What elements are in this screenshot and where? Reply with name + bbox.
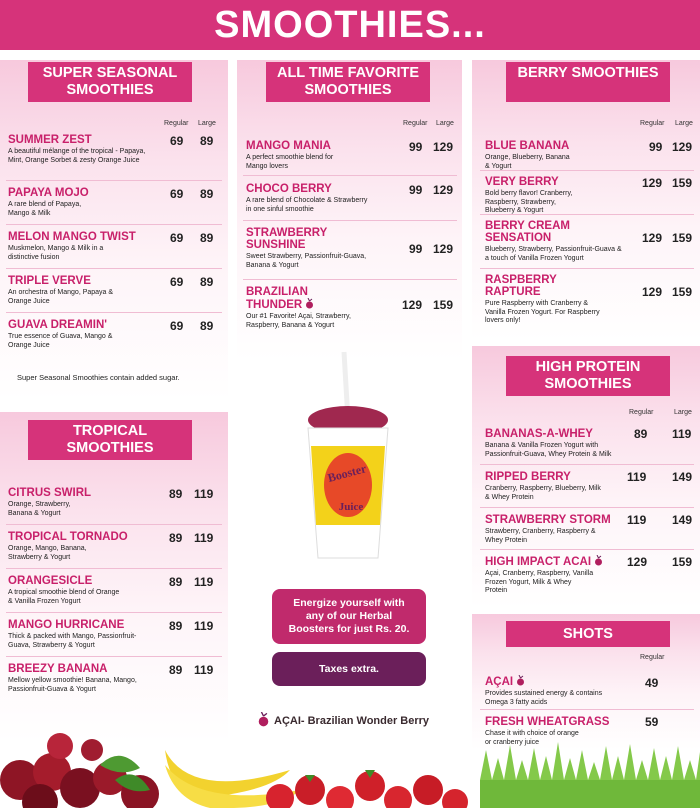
divider xyxy=(6,568,222,569)
price-large: 159 xyxy=(672,231,693,245)
item-name: PAPAYA MOJO xyxy=(8,187,89,199)
item-description: A perfect smoothie blend for Mango lovers xyxy=(246,154,334,170)
price-regular: 89 xyxy=(169,487,183,501)
item-name: RIPPED BERRY xyxy=(485,471,571,483)
item-description: Mellow yellow smoothie! Banana, Mango, Passionfruit-Guava & Yogurt xyxy=(8,677,137,693)
regular-label: Regular xyxy=(164,120,189,127)
price-regular: 49 xyxy=(645,676,659,690)
taxes-note: Taxes extra. xyxy=(272,652,426,686)
item-name: FRESH WHEATGRASS xyxy=(485,716,610,728)
item-description: Bold berry flavor! Cranberry, Raspberry, Strawberry, Blueberry & Yogurt xyxy=(485,190,573,214)
price-regular: 99 xyxy=(409,242,423,256)
item-name: CHOCO BERRY xyxy=(246,183,332,195)
divider xyxy=(6,224,222,225)
item-name: TROPICAL TORNADO xyxy=(8,531,128,543)
price-large: 129 xyxy=(433,140,454,154)
price-large: 129 xyxy=(433,183,454,197)
menu-item-acai-shot xyxy=(485,675,625,707)
menu-item-strawberry-sunshine xyxy=(246,227,386,270)
price-regular: 119 xyxy=(627,513,647,527)
item-description: Orange, Strawberry, Banana & Yogurt xyxy=(8,501,71,517)
price-regular: 99 xyxy=(409,140,423,154)
item-description: A rare blend of Papaya, Mango & Milk xyxy=(8,201,82,217)
price-large: 149 xyxy=(672,470,693,484)
menu-item-brazilian-thunder xyxy=(246,286,386,330)
menu-item-berry-cream-sensation xyxy=(485,220,625,263)
divider xyxy=(480,170,694,171)
price-regular: 69 xyxy=(170,134,184,148)
item-name xyxy=(246,286,336,311)
regular-label: Regular xyxy=(640,120,665,127)
menu-item-guava-dreamin xyxy=(8,319,158,350)
price-large: 119 xyxy=(194,575,214,589)
item-name: BREEZY BANANA xyxy=(8,663,108,675)
item-description: Blueberry, Strawberry, Passionfruit-Guava & a touch of Vanilla Frozen Yogurt xyxy=(485,246,622,262)
item-description: Muskmelon, Mango & Milk in a distinctive fusion xyxy=(8,245,104,261)
price-large: 149 xyxy=(672,513,693,527)
price-regular: 129 xyxy=(642,231,663,245)
item-description: A beautiful mélange of the tropical - Papaya, Mint, Orange Sorbet & zesty Orange Juice xyxy=(8,148,146,164)
regular-label: Regular xyxy=(403,120,428,127)
tropical-header: TROPICAL SMOOTHIES xyxy=(28,420,192,460)
item-name: BANANAS-A-WHEY xyxy=(485,428,593,440)
item-name: SUMMER ZEST xyxy=(8,134,92,146)
price-regular: 129 xyxy=(642,285,663,299)
item-name: GUAVA DREAMIN' xyxy=(8,319,107,331)
item-name: CITRUS SWIRL xyxy=(8,487,92,499)
price-regular: 119 xyxy=(627,470,647,484)
menu-item-breezy-banana xyxy=(8,663,158,694)
menu-item-citrus-swirl xyxy=(8,487,158,518)
divider xyxy=(480,709,694,710)
large-label: Large xyxy=(198,120,216,127)
item-description: A rare blend of Chocolate & Strawberry in one sinful smoothie xyxy=(246,197,368,213)
item-description: Sweet Strawberry, Passionfruit-Guava, Banana & Yogurt xyxy=(246,253,367,269)
menu-item-ripped-berry xyxy=(485,471,625,502)
item-description: Our #1 Favorite! Açai, Strawberry, Raspberry, Banana & Yogurt xyxy=(246,313,351,329)
menu-item-triple-verve xyxy=(8,275,158,306)
price-regular: 89 xyxy=(169,531,183,545)
menu-item-blue-banana xyxy=(485,140,625,171)
large-label: Large xyxy=(436,120,454,127)
divider xyxy=(480,507,694,508)
item-description: Strawberry, Cranberry, Raspberry & Whey Protein xyxy=(485,528,596,544)
regular-label: Regular xyxy=(640,654,665,661)
price-large: 89 xyxy=(200,275,214,289)
item-name: STRAWBERRY STORM xyxy=(485,514,611,526)
acai-berry-icon xyxy=(516,675,525,686)
price-large: 89 xyxy=(200,187,214,201)
item-name-text: AÇAI xyxy=(485,676,514,688)
price-large: 89 xyxy=(200,231,214,245)
seasonal-sugar-note: Super Seasonal Smoothies contain added sugar. xyxy=(17,373,180,382)
item-description: Orange, Mango, Banana, Strawberry & Yogurt xyxy=(8,545,87,561)
menu-item-tropical-tornado xyxy=(8,531,158,562)
divider xyxy=(480,268,694,269)
favorite-header: ALL TIME FAVORITE SMOOTHIES xyxy=(266,62,430,102)
price-regular: 69 xyxy=(170,231,184,245)
price-large: 119 xyxy=(194,487,214,501)
price-regular: 59 xyxy=(645,715,659,729)
divider xyxy=(480,549,694,550)
menu-item-summer-zest xyxy=(8,134,158,165)
price-regular: 69 xyxy=(170,319,184,333)
price-regular: 129 xyxy=(642,176,663,190)
regular-label: Regular xyxy=(629,409,654,416)
item-name: ORANGESICLE xyxy=(8,575,93,587)
item-description: Açai, Cranberry, Raspberry, Vanilla Frozen Yogurt, Milk & Whey Protein xyxy=(485,570,594,594)
item-description: Thick & packed with Mango, Passionfruit-Guava, Strawberry & Yogurt xyxy=(8,633,137,649)
price-large: 119 xyxy=(194,663,214,677)
smoothie-cup-illustration xyxy=(298,350,398,565)
price-large: 119 xyxy=(672,427,692,441)
price-large: 159 xyxy=(672,555,693,569)
menu-item-bananas-a-whey xyxy=(485,428,625,459)
menu-item-raspberry-rapture xyxy=(485,274,625,326)
berry-header: BERRY SMOOTHIES xyxy=(506,62,670,102)
cup-brand-bottom: Juice xyxy=(338,501,364,513)
menu-item-choco-berry xyxy=(246,183,386,214)
price-large: 159 xyxy=(433,298,454,312)
item-description: Banana & Vanilla Frozen Yogurt with Passionfruit-Guava, Whey Protein & Milk xyxy=(485,442,612,458)
divider xyxy=(243,220,457,221)
item-name: RASPBERRY RAPTURE xyxy=(485,274,557,298)
large-label: Large xyxy=(675,120,693,127)
price-regular: 89 xyxy=(634,427,648,441)
price-regular: 99 xyxy=(649,140,663,154)
item-name xyxy=(485,675,625,688)
item-name: MELON MANGO TWIST xyxy=(8,231,136,243)
price-regular: 129 xyxy=(627,555,648,569)
item-description: Provides sustained energy & contains Omega 3 fatty acids xyxy=(485,690,603,706)
acai-berry-icon xyxy=(305,298,314,309)
fruit-decoration xyxy=(0,720,700,808)
item-name: MANGO HURRICANE xyxy=(8,619,125,631)
item-description: An orchestra of Mango, Papaya & Orange Juice xyxy=(8,289,114,305)
price-large: 119 xyxy=(194,531,214,545)
price-large: 129 xyxy=(433,242,454,256)
item-description: Orange, Blueberry, Banana & Yogurt xyxy=(485,154,570,170)
price-large: 119 xyxy=(194,619,214,633)
acai-legend-text: AÇAI- Brazilian Wonder Berry xyxy=(274,715,430,727)
large-label: Large xyxy=(674,409,692,416)
item-description: A tropical smoothie blend of Orange & Vanilla Frozen Yogurt xyxy=(8,589,120,605)
divider xyxy=(480,464,694,465)
menu-item-melon-mango-twist xyxy=(8,231,158,262)
item-name-text: HIGH IMPACT ACAI xyxy=(485,556,592,568)
item-name xyxy=(485,555,625,568)
cup-brand-top: Booster xyxy=(326,461,368,485)
seasonal-header: SUPER SEASONAL SMOOTHIES xyxy=(28,62,192,102)
price-large: 89 xyxy=(200,319,214,333)
price-regular: 129 xyxy=(402,298,423,312)
menu-item-high-impact-acai xyxy=(485,555,625,596)
item-name: BERRY CREAM SENSATION xyxy=(485,220,570,244)
divider xyxy=(6,612,222,613)
menu-item-strawberry-storm xyxy=(485,514,625,545)
item-name: MANGO MANIA xyxy=(246,140,331,152)
divider xyxy=(6,524,222,525)
divider xyxy=(6,180,222,181)
item-name-text: BRAZILIAN THUNDER xyxy=(246,286,308,311)
price-large: 159 xyxy=(672,176,693,190)
price-large: 129 xyxy=(672,140,693,154)
protein-header: HIGH PROTEIN SMOOTHIES xyxy=(506,356,670,396)
item-name: BLUE BANANA xyxy=(485,140,570,152)
price-regular: 69 xyxy=(170,187,184,201)
item-name: TRIPLE VERVE xyxy=(8,275,91,287)
price-regular: 89 xyxy=(169,663,183,677)
divider xyxy=(6,656,222,657)
item-description: Pure Raspberry with Cranberry & Vanilla Frozen Yogurt. For Raspberry lovers only! xyxy=(485,300,600,324)
item-description: Cranberry, Raspberry, Blueberry, Milk & Whey Protein xyxy=(485,485,601,501)
item-name: STRAWBERRY SUNSHINE xyxy=(246,227,328,251)
divider xyxy=(243,175,457,176)
price-regular: 89 xyxy=(169,619,183,633)
menu-item-very-berry xyxy=(485,176,625,216)
divider xyxy=(6,312,222,313)
item-name: VERY BERRY xyxy=(485,176,559,188)
acai-berry-icon xyxy=(594,555,603,566)
page-banner: SMOOTHIES... xyxy=(0,0,700,50)
price-regular: 69 xyxy=(170,275,184,289)
price-large: 159 xyxy=(672,285,693,299)
divider xyxy=(480,214,694,215)
menu-item-mango-mania xyxy=(246,140,386,171)
price-regular: 99 xyxy=(409,183,423,197)
menu-item-mango-hurricane xyxy=(8,619,158,650)
herbal-booster-promo: Energize yourself with any of our Herbal Boosters for just Rs. 20. xyxy=(272,589,426,644)
price-regular: 89 xyxy=(169,575,183,589)
item-description: Chase it with choice of orange or cranberry juice xyxy=(485,730,579,746)
price-large: 89 xyxy=(200,134,214,148)
divider xyxy=(243,279,457,280)
divider xyxy=(6,268,222,269)
menu-item-papaya-mojo xyxy=(8,187,158,218)
menu-item-orangesicle xyxy=(8,575,158,606)
shots-header: SHOTS xyxy=(506,621,670,647)
item-description: True essence of Guava, Mango & Orange Juice xyxy=(8,333,113,349)
